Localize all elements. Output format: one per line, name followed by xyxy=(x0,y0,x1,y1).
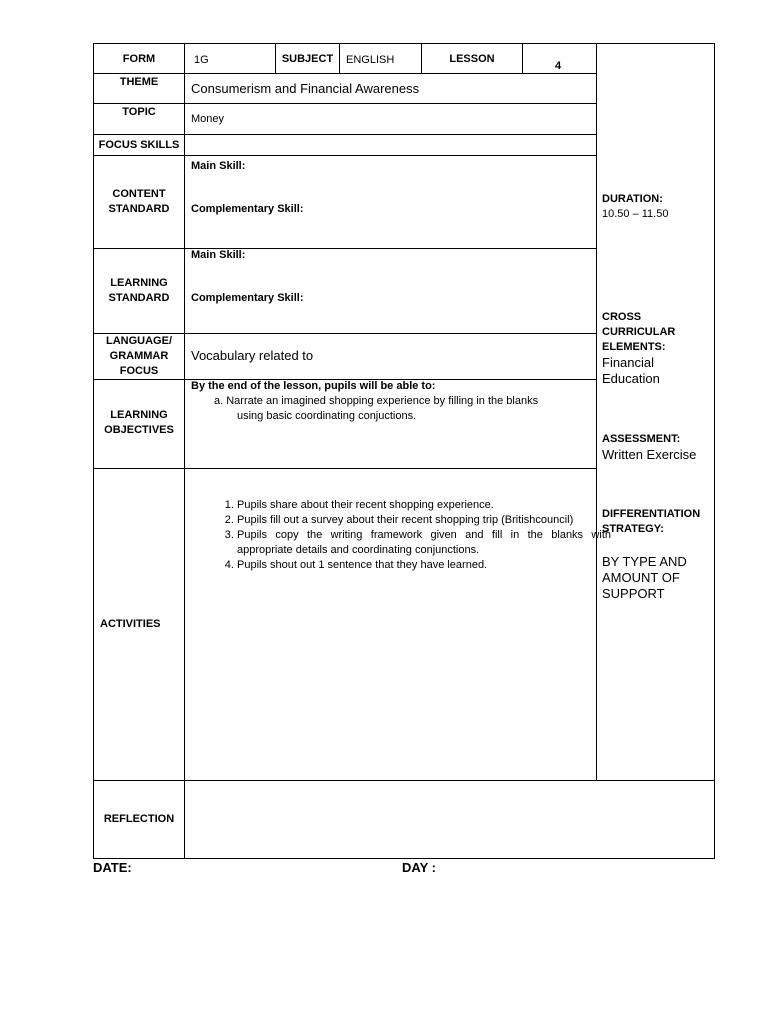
duration-label: DURATION: xyxy=(602,193,663,205)
assessment-value: Written Exercise xyxy=(602,447,697,462)
activities-list xyxy=(214,498,611,573)
differentiation-value-line: SUPPORT xyxy=(602,586,665,601)
language-focus-label xyxy=(94,334,184,378)
activity-item: 2. Pupils fill out a survey about their recent shopping trip (Britishcouncil) xyxy=(237,513,611,528)
content-standard-label-line: STANDARD xyxy=(108,203,170,215)
cross-curricular-value xyxy=(602,355,660,387)
theme-label: THEME xyxy=(119,76,159,88)
assessment-label: ASSESSMENT: xyxy=(602,433,681,445)
differentiation-label-line: STRATEGY: xyxy=(602,523,664,535)
cross-curricular-label xyxy=(602,310,675,354)
grid-line xyxy=(522,43,523,74)
grid-line xyxy=(93,43,715,44)
language-focus-label-line: FOCUS xyxy=(119,365,159,377)
grid-line xyxy=(93,248,597,249)
grid-line xyxy=(93,134,597,135)
objectives-intro: By the end of the lesson, pupils will be able to: xyxy=(191,380,436,392)
content-main-skill: Main Skill: xyxy=(191,160,246,172)
day-label: DAY : xyxy=(402,860,436,875)
learning-standard-label-line: STANDARD xyxy=(108,292,170,304)
grid-line xyxy=(93,43,94,859)
differentiation-label xyxy=(602,507,700,536)
grid-line xyxy=(184,43,185,859)
grid-line xyxy=(93,73,597,74)
content-complementary-skill: Complementary Skill: xyxy=(191,203,304,215)
form-value: 1G xyxy=(194,54,209,66)
form-label: FORM xyxy=(122,53,156,65)
learning-objectives-label-line: OBJECTIVES xyxy=(104,424,174,436)
cross-curricular-label-line: ELEMENTS: xyxy=(602,341,666,353)
grid-line xyxy=(93,155,597,156)
date-label: DATE: xyxy=(93,860,132,875)
cross-curricular-label-line: CURRICULAR xyxy=(602,326,676,338)
duration-value: 10.50 – 11.50 xyxy=(602,208,669,220)
learning-complementary-skill: Complementary Skill: xyxy=(191,292,304,304)
learning-standard-label xyxy=(94,276,184,305)
differentiation-value xyxy=(602,554,687,602)
differentiation-label-line: DIFFERENTIATION xyxy=(602,508,701,520)
learning-objectives-label xyxy=(94,408,184,437)
subject-value: ENGLISH xyxy=(346,54,395,66)
grid-line xyxy=(596,43,597,781)
subject-label: SUBJECT xyxy=(281,53,334,65)
cross-curricular-value-line: Financial xyxy=(602,355,655,370)
language-focus-label-line: GRAMMAR xyxy=(109,350,169,362)
theme-value: Consumerism and Financial Awareness xyxy=(191,81,420,96)
content-standard-label xyxy=(94,187,184,216)
topic-value: Money xyxy=(191,113,225,125)
language-focus-value: Vocabulary related to xyxy=(191,348,314,363)
activity-item: 1. Pupils share about their recent shopping experience. xyxy=(237,498,611,513)
cross-curricular-label-line: CROSS xyxy=(602,311,642,323)
objective-item-a-continuation: using basic coordinating conjuctions. xyxy=(237,410,417,422)
cross-curricular-value-line: Education xyxy=(602,371,660,386)
activity-item: 4. Pupils shout out 1 sentence that they have learned. xyxy=(237,558,611,573)
content-standard-label-line: CONTENT xyxy=(112,188,166,200)
lesson-label: LESSON xyxy=(449,53,495,65)
grid-line xyxy=(93,103,597,104)
grid-line xyxy=(714,43,715,859)
lesson-value: 4 xyxy=(555,60,562,72)
activity-item: 3. Pupils copy the writing framework given and fill in the blanks with appropriate details and coordinating conjunctions. xyxy=(237,528,611,558)
learning-standard-label-line: LEARNING xyxy=(110,277,168,289)
grid-line xyxy=(93,780,715,781)
differentiation-value-line: BY TYPE AND xyxy=(602,554,687,569)
focus-skills-label: FOCUS SKILLS xyxy=(98,139,180,151)
reflection-label: REFLECTION xyxy=(103,813,175,825)
language-focus-label-line: LANGUAGE/ xyxy=(106,335,172,347)
activities-label: ACTIVITIES xyxy=(100,618,161,630)
learning-objectives-label-line: LEARNING xyxy=(110,409,168,421)
topic-label: TOPIC xyxy=(122,106,156,118)
differentiation-value-line: AMOUNT OF xyxy=(602,570,680,585)
objective-item-a: a. Narrate an imagined shopping experience by filling in the blanks xyxy=(214,395,539,407)
grid-line xyxy=(339,43,340,74)
learning-main-skill: Main Skill: xyxy=(191,249,246,261)
grid-line xyxy=(93,468,597,469)
grid-line xyxy=(93,858,715,859)
